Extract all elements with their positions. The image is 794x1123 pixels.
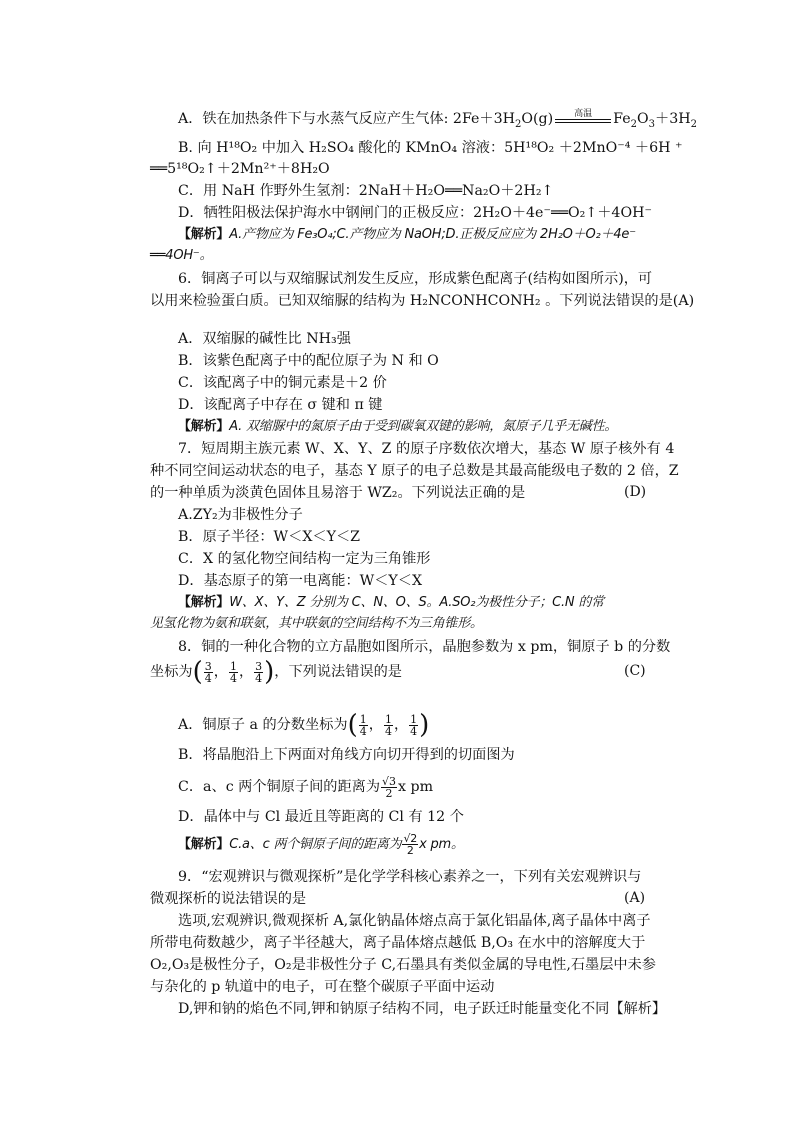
q9-stem-line2: 微观探析的说法错误的是 xyxy=(150,891,307,907)
fraction: $\frac{√3}{2}$ xyxy=(382,774,397,800)
q6-option-a: A．双缩脲的碱性比 NH₃强 xyxy=(178,331,351,347)
fraction: $\frac{1}{4}$ xyxy=(384,712,392,738)
q8-explanation: 【解析】C.a、c 两个铜原子间的距离为 $\frac{√2}{2}$ x pm。 xyxy=(178,832,464,857)
q5-option-b-line2: ══5¹⁸O₂↑＋2Mn²⁺＋8H₂O xyxy=(150,161,330,177)
q9-body-line5: D,钾和钠的焰色不同,钾和钠原子结构不同，电子跃迁时能量变化不同【解析】 xyxy=(178,1001,667,1017)
q8-option-c: C．a、c 两个铜原子间的距离为 $\frac{√3}{2}$ x pm xyxy=(178,774,434,800)
q7-answer: (D) xyxy=(624,484,647,500)
q6-stem-line2: 以用来检验蛋白质。已知双缩脲的结构为 H₂NCONHCONH₂ 。下列说法错误的是(A) xyxy=(150,293,695,309)
q7-option-c: C．X 的氢化物空间结构一定为三角锥形 xyxy=(178,551,431,567)
q5-option-b-line1: B. 向 H¹⁸O₂ 中加入 H₂SO₄ 酸化的 KMnO₄ 溶液：5H¹⁸O₂ ＋2MnO⁻⁴ ＋6H ⁺ xyxy=(178,140,683,156)
fraction: $\frac{1}{4}$ xyxy=(359,712,367,738)
q9-answer: (A) xyxy=(624,890,646,906)
q6-option-c: C．该配离子中的铜元素是＋2 价 xyxy=(178,375,387,391)
q6-explanation: 【解析】A. 双缩脲中的氮原子由于受到碳氧双键的影响，氮原子几乎无碱性。 xyxy=(178,419,618,434)
fraction: $\frac{3}{4}$ xyxy=(255,659,263,685)
q9-body-line1: 选项,宏观辨识,微观探析 A,氯化钠晶体熔点高于氯化铝晶体,离子晶体中离子 xyxy=(178,913,651,929)
q6-option-d: D．该配离子中存在 σ 键和 π 键 xyxy=(178,397,383,413)
q9-body-line2: 所带电荷数越少，离子半径越大，离子晶体熔点越低 B,O₃ 在水中的溶解度大于 xyxy=(150,935,646,951)
fraction: $\frac{√2}{2}$ xyxy=(403,832,418,857)
q5-option-a: A．铁在加热条件下与水蒸气反应产生气体: $2Fe+3H_2O(g)$ 高温 $Fe_2O_3+3H_2$ xyxy=(178,109,697,130)
q8-option-b: B．将晶胞沿上下两面对角线方向切开得到的切面图为 xyxy=(178,747,515,763)
q8-answer: (C) xyxy=(624,663,646,679)
fraction: $\frac{3}{4}$ xyxy=(204,659,212,685)
q7-explanation-line2: 见氢化物为氨和联氨，其中联氨的空间结构不为三角锥形。 xyxy=(150,616,483,631)
reaction-condition-arrow: 高温 xyxy=(555,111,611,127)
q7-option-a: A.ZY₂为非极性分子 xyxy=(178,507,303,523)
q6-stem-line1: 6．铜离子可以与双缩脲试剂发生反应，形成紫色配离子(结构如图所示)，可 xyxy=(178,271,653,287)
q9-body-line3: O₂,O₃是极性分子，O₂是非极性分子 C,石墨具有类似金属的导电性,石墨层中未参 xyxy=(150,957,656,973)
q7-explanation-line1: 【解析】W、X、Y、Z 分别为 C、N、O、S。A.SO₂为极性分子；C.N 的常 xyxy=(178,595,604,610)
q8-stem-line1: 8．铜的一种化合物的立方晶胞如图所示，晶胞参数为 x pm，铜原子 b 的分数 xyxy=(178,639,671,655)
q6-option-b: B．该紫色配离子中的配位原子为 N 和 O xyxy=(178,353,439,369)
q5-option-c: C．用 NaH 作野外生氢剂：2NaH＋H₂O══Na₂O＋2H₂↑ xyxy=(178,183,554,199)
q7-option-b: B．原子半径：W＜X＜Y＜Z xyxy=(178,529,361,545)
q7-stem-line1: 7．短周期主族元素 W、X、Y、Z 的原子序数依次增大，基态 W 原子核外有 4 xyxy=(178,441,675,457)
q7-stem-line2: 种不同空间运动状态的电子，基态 Y 原子的电子总数是其最高能级电子数的 2 倍，Z xyxy=(150,463,679,479)
q7-option-d: D．基态原子的第一电离能：W＜Y＜X xyxy=(178,573,423,589)
q9-stem-line1: 9．“宏观辨识与微观探析”是化学学科核心素养之一，下列有关宏观辨识与 xyxy=(178,869,642,885)
fraction: $\frac{1}{4}$ xyxy=(410,712,418,738)
q5-explanation-line2: ══4OH⁻。 xyxy=(150,248,213,263)
q8-option-d: D．晶体中与 Cl 最近且等距离的 Cl 有 12 个 xyxy=(178,809,464,825)
q7-stem-line3: 的一种单质为淡黄色固体且易溶于 WZ₂。下列说法正确的是 xyxy=(150,485,526,501)
fraction: $\frac{1}{4}$ xyxy=(229,659,237,685)
q5-option-d: D．牺牲阳极法保护海水中钢闸门的正极反应：2H₂O＋4e⁻══O₂↑＋4OH⁻ xyxy=(178,205,652,221)
q8-option-a: A．铜原子 a 的分数坐标为( $\frac{1}{4}$ ， $\frac{1}{4}$ ， $\frac{1}{4}$ ) xyxy=(178,710,430,740)
q8-stem-line2: 坐标为( $\frac{3}{4}$ ， $\frac{1}{4}$ ， $\frac{3}{4}$ )，下列说法错误的是 xyxy=(150,657,402,687)
q9-body-line4: 与杂化的 p 轨道中的电子，可在整个碳原子平面中运动 xyxy=(150,979,495,995)
q5-explanation-line1: 【解析】A.产物应为 Fe₃O₄;C.产物应为 NaOH;D.正极反应应为 2H₂O＋O₂＋4e⁻ xyxy=(178,227,636,242)
